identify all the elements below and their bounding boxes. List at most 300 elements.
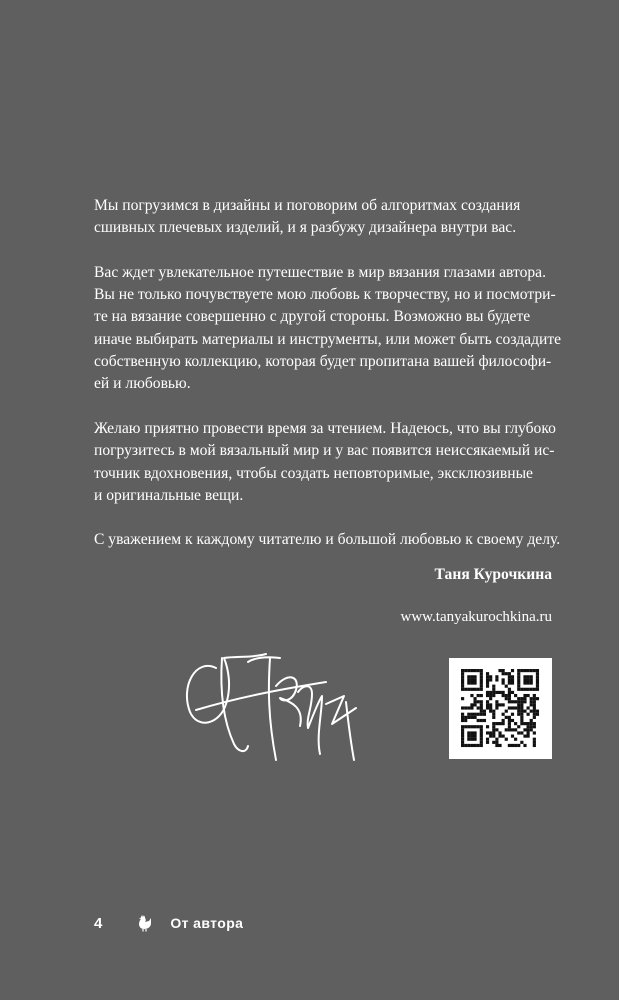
qr-module xyxy=(527,675,530,678)
qr-module xyxy=(486,672,489,675)
qr-module xyxy=(527,722,530,725)
qr-module xyxy=(467,675,470,678)
page-footer xyxy=(94,910,243,936)
qr-module xyxy=(470,713,473,716)
text-line: погрузитесь в мой вязальный мир и у вас появится неиссякаемый ис- xyxy=(94,442,555,460)
qr-module xyxy=(533,725,536,728)
qr-module xyxy=(480,685,483,688)
qr-module xyxy=(517,725,520,728)
text-line: С уважением к каждому читателю и большой любовью к своему делу. xyxy=(94,531,561,549)
qr-module xyxy=(486,681,489,684)
qr-module xyxy=(495,744,498,747)
qr-module xyxy=(492,728,495,731)
text-line: и оригинальные вещи. xyxy=(94,486,244,504)
qr-module xyxy=(530,669,533,672)
qr-module xyxy=(536,713,539,716)
qr-module xyxy=(495,691,498,694)
qr-module xyxy=(480,703,483,706)
qr-module xyxy=(492,731,495,734)
qr-module xyxy=(527,735,530,738)
qr-module xyxy=(527,728,530,731)
qr-module xyxy=(486,741,489,744)
qr-module xyxy=(470,735,473,738)
qr-module xyxy=(517,669,520,672)
qr-module xyxy=(486,706,489,709)
qr-module xyxy=(477,713,480,716)
qr-module xyxy=(508,681,511,684)
qr-module xyxy=(536,697,539,700)
qr-module xyxy=(495,728,498,731)
qr-module xyxy=(489,706,492,709)
qr-module xyxy=(470,678,473,681)
qr-module xyxy=(461,713,464,716)
qr-module xyxy=(502,703,505,706)
qr-module xyxy=(486,731,489,734)
qr-module xyxy=(477,694,480,697)
qr-module xyxy=(530,688,533,691)
qr-module xyxy=(480,700,483,703)
qr-module xyxy=(470,716,473,719)
qr-module xyxy=(508,672,511,675)
qr-module xyxy=(533,722,536,725)
qr-module xyxy=(492,688,495,691)
qr-module xyxy=(517,685,520,688)
paragraph-2 xyxy=(94,262,562,396)
qr-module xyxy=(520,706,523,709)
qr-module xyxy=(489,691,492,694)
qr-module xyxy=(517,713,520,716)
qr-module xyxy=(461,741,464,744)
qr-module xyxy=(517,710,520,713)
qr-module xyxy=(480,731,483,734)
qr-module xyxy=(473,697,476,700)
qr-module xyxy=(502,735,505,738)
qr-module xyxy=(520,688,523,691)
qr-module xyxy=(464,706,467,709)
qr-module xyxy=(473,725,476,728)
qr-module xyxy=(480,694,483,697)
qr-module xyxy=(505,738,508,741)
text-line: Мы погрузимся в дизайны и поговорим об алгоритмах создания xyxy=(94,197,521,214)
qr-module xyxy=(520,719,523,722)
qr-module xyxy=(530,700,533,703)
qr-module xyxy=(495,678,498,681)
qr-module xyxy=(533,688,536,691)
qr-module xyxy=(514,700,517,703)
qr-module xyxy=(505,716,508,719)
qr-module xyxy=(523,697,526,700)
qr-module xyxy=(473,678,476,681)
qr-module xyxy=(517,703,520,706)
author-note-text xyxy=(94,195,562,574)
qr-module xyxy=(502,722,505,725)
text-line: иначе выбирать материалы и инструменты, или может быть создадите xyxy=(94,330,562,348)
qr-module xyxy=(527,681,530,684)
paragraph-4 xyxy=(94,529,561,551)
qr-module xyxy=(508,706,511,709)
qr-module xyxy=(533,694,536,697)
qr-module xyxy=(511,713,514,716)
qr-module xyxy=(536,685,539,688)
qr-module xyxy=(461,675,464,678)
qr-module xyxy=(480,678,483,681)
qr-module xyxy=(480,735,483,738)
author-website-link[interactable]: www.tanyakurochkina.ru xyxy=(400,609,552,625)
qr-module xyxy=(511,706,514,709)
qr-module xyxy=(473,713,476,716)
qr-code[interactable] xyxy=(449,658,552,759)
qr-module xyxy=(486,700,489,703)
qr-module xyxy=(508,678,511,681)
qr-module xyxy=(536,675,539,678)
qr-module xyxy=(498,735,501,738)
qr-module xyxy=(514,744,517,747)
qr-module xyxy=(498,744,501,747)
qr-module xyxy=(517,700,520,703)
qr-module xyxy=(467,735,470,738)
qr-module xyxy=(461,685,464,688)
qr-module xyxy=(520,741,523,744)
qr-module xyxy=(502,681,505,684)
qr-module xyxy=(530,728,533,731)
qr-module xyxy=(520,700,523,703)
qr-module xyxy=(511,719,514,722)
author-name: Таня Курочкина xyxy=(434,566,552,583)
qr-module xyxy=(477,744,480,747)
qr-module xyxy=(477,725,480,728)
qr-module xyxy=(533,744,536,747)
page-number: 4 xyxy=(94,914,103,932)
qr-module xyxy=(467,716,470,719)
qr-module xyxy=(514,738,517,741)
qr-module xyxy=(508,744,511,747)
qr-module xyxy=(511,735,514,738)
qr-module xyxy=(530,725,533,728)
qr-module xyxy=(520,669,523,672)
qr-module xyxy=(480,688,483,691)
qr-module xyxy=(533,700,536,703)
qr-module xyxy=(467,678,470,681)
qr-module xyxy=(517,678,520,681)
qr-module xyxy=(470,706,473,709)
qr-module xyxy=(502,669,505,672)
qr-module xyxy=(464,716,467,719)
qr-module xyxy=(520,703,523,706)
qr-module xyxy=(461,706,464,709)
qr-module xyxy=(527,731,530,734)
qr-module xyxy=(533,703,536,706)
qr-module xyxy=(480,681,483,684)
qr-module xyxy=(461,731,464,734)
qr-module xyxy=(530,678,533,681)
qr-module xyxy=(489,678,492,681)
qr-module xyxy=(536,681,539,684)
qr-module xyxy=(533,706,536,709)
qr-module xyxy=(502,719,505,722)
qr-module xyxy=(489,697,492,700)
qr-module xyxy=(489,710,492,713)
qr-module xyxy=(467,738,470,741)
qr-module xyxy=(470,688,473,691)
qr-module xyxy=(536,678,539,681)
qr-module xyxy=(473,716,476,719)
qr-module xyxy=(511,678,514,681)
qr-module xyxy=(511,744,514,747)
qr-module xyxy=(473,738,476,741)
qr-module xyxy=(461,697,464,700)
qr-module xyxy=(502,694,505,697)
qr-module xyxy=(486,678,489,681)
qr-module xyxy=(514,706,517,709)
qr-module xyxy=(473,669,476,672)
text-line: сшивных плечевых изделий, и я разбужу дизайнера внутри вас. xyxy=(94,219,517,237)
qr-module xyxy=(477,700,480,703)
qr-module xyxy=(480,738,483,741)
qr-module xyxy=(508,675,511,678)
qr-module xyxy=(492,710,495,713)
qr-module xyxy=(473,675,476,678)
qr-module xyxy=(523,669,526,672)
qr-module xyxy=(467,725,470,728)
qr-module xyxy=(530,697,533,700)
qr-module xyxy=(473,688,476,691)
paragraph-1 xyxy=(94,195,554,240)
qr-module xyxy=(470,694,473,697)
qr-module xyxy=(461,735,464,738)
qr-module xyxy=(523,700,526,703)
qr-module xyxy=(508,691,511,694)
qr-module xyxy=(464,725,467,728)
qr-module xyxy=(533,716,536,719)
text-line: Вы не только почувствуете мою любовь к творчеству, но и посмотри- xyxy=(94,286,556,304)
qr-module xyxy=(495,706,498,709)
qr-module xyxy=(505,710,508,713)
qr-module xyxy=(508,688,511,691)
qr-module xyxy=(530,719,533,722)
qr-module xyxy=(533,738,536,741)
qr-module xyxy=(530,675,533,678)
qr-module xyxy=(520,731,523,734)
qr-module xyxy=(477,719,480,722)
qr-module xyxy=(523,728,526,731)
qr-module xyxy=(492,691,495,694)
qr-module xyxy=(514,728,517,731)
text-line: собственную коллекцию, которая будет пропитана вашей философи- xyxy=(94,353,552,371)
qr-module xyxy=(508,694,511,697)
qr-module xyxy=(480,713,483,716)
qr-module xyxy=(536,672,539,675)
qr-module xyxy=(523,710,526,713)
qr-module xyxy=(536,688,539,691)
qr-module xyxy=(508,700,511,703)
qr-module xyxy=(520,710,523,713)
qr-module xyxy=(467,731,470,734)
qr-module xyxy=(470,725,473,728)
qr-module xyxy=(536,710,539,713)
qr-module xyxy=(508,719,511,722)
qr-module xyxy=(470,703,473,706)
qr-module xyxy=(483,713,486,716)
qr-module xyxy=(533,713,536,716)
qr-module xyxy=(470,731,473,734)
qr-module xyxy=(511,691,514,694)
paragraph-3 xyxy=(94,418,554,507)
qr-module xyxy=(533,731,536,734)
qr-module xyxy=(533,741,536,744)
qr-module xyxy=(486,691,489,694)
qr-module xyxy=(502,678,505,681)
qr-module xyxy=(517,744,520,747)
qr-module xyxy=(467,681,470,684)
qr-module xyxy=(486,738,489,741)
qr-module xyxy=(523,675,526,678)
qr-module xyxy=(536,669,539,672)
qr-module xyxy=(527,694,530,697)
qr-module xyxy=(464,669,467,672)
author-signature xyxy=(176,628,376,776)
qr-module xyxy=(517,675,520,678)
section-title: От автора xyxy=(170,915,244,931)
qr-module xyxy=(498,731,501,734)
qr-module xyxy=(461,678,464,681)
qr-module xyxy=(527,678,530,681)
qr-module xyxy=(517,688,520,691)
qr-module xyxy=(523,744,526,747)
qr-module xyxy=(517,672,520,675)
qr-module xyxy=(477,669,480,672)
qr-module xyxy=(489,694,492,697)
qr-module xyxy=(520,722,523,725)
qr-module xyxy=(523,735,526,738)
qr-module xyxy=(492,685,495,688)
qr-module xyxy=(508,716,511,719)
qr-module xyxy=(505,697,508,700)
qr-module xyxy=(461,681,464,684)
qr-module xyxy=(533,697,536,700)
text-line: точник вдохновения, чтобы создать неповторимые, эксклюзивные xyxy=(94,464,533,482)
qr-module xyxy=(530,722,533,725)
qr-module xyxy=(470,669,473,672)
qr-module xyxy=(489,675,492,678)
qr-module xyxy=(480,744,483,747)
qr-module xyxy=(480,710,483,713)
qr-module xyxy=(489,735,492,738)
qr-module xyxy=(533,710,536,713)
text-line: ей и любовью. xyxy=(94,375,191,393)
qr-module xyxy=(473,700,476,703)
text-line: Вас ждет увлекательное путешествие в мир вязания глазами автора. xyxy=(94,263,546,281)
qr-module xyxy=(505,672,508,675)
qr-module xyxy=(480,741,483,744)
qr-module xyxy=(527,706,530,709)
qr-module xyxy=(498,691,501,694)
qr-module xyxy=(492,741,495,744)
qr-module xyxy=(511,681,514,684)
qr-module xyxy=(461,725,464,728)
qr-module xyxy=(467,706,470,709)
qr-module xyxy=(461,688,464,691)
qr-module xyxy=(464,688,467,691)
qr-module xyxy=(483,719,486,722)
qr-module xyxy=(511,728,514,731)
qr-module xyxy=(495,703,498,706)
qr-module xyxy=(492,722,495,725)
qr-module xyxy=(464,719,467,722)
qr-module xyxy=(508,728,511,731)
qr-module xyxy=(467,744,470,747)
text-line: Желаю приятно провести время за чтением. Надеюсь, что вы глубоко xyxy=(94,419,556,437)
qr-module xyxy=(461,744,464,747)
qr-module xyxy=(527,713,530,716)
qr-module xyxy=(523,688,526,691)
qr-module xyxy=(508,697,511,700)
qr-module xyxy=(492,725,495,728)
qr-module xyxy=(480,675,483,678)
qr-module xyxy=(461,719,464,722)
qr-module xyxy=(495,738,498,741)
qr-module xyxy=(489,703,492,706)
qr-module xyxy=(520,716,523,719)
hen-icon xyxy=(136,914,152,932)
qr-module xyxy=(461,728,464,731)
qr-module xyxy=(511,669,514,672)
qr-module xyxy=(495,741,498,744)
qr-module xyxy=(461,716,464,719)
qr-module xyxy=(511,700,514,703)
qr-module xyxy=(486,725,489,728)
qr-module xyxy=(461,672,464,675)
qr-module xyxy=(520,713,523,716)
qr-module xyxy=(486,675,489,678)
qr-module xyxy=(467,713,470,716)
qr-module xyxy=(489,731,492,734)
qr-module xyxy=(486,703,489,706)
qr-module xyxy=(480,728,483,731)
qr-module xyxy=(495,722,498,725)
qr-module xyxy=(486,685,489,688)
qr-module xyxy=(530,681,533,684)
qr-module xyxy=(523,681,526,684)
qr-module xyxy=(461,669,464,672)
text-line: те на вязание совершенно с другой стороны. Возможно вы будете xyxy=(94,308,531,326)
qr-module xyxy=(527,688,530,691)
qr-module xyxy=(477,706,480,709)
qr-module xyxy=(508,722,511,725)
qr-module xyxy=(480,672,483,675)
qr-module xyxy=(492,694,495,697)
qr-module xyxy=(473,681,476,684)
qr-module xyxy=(505,728,508,731)
qr-module xyxy=(480,719,483,722)
qr-module xyxy=(470,738,473,741)
qr-module xyxy=(480,725,483,728)
qr-module xyxy=(492,735,495,738)
qr-module xyxy=(477,688,480,691)
qr-module xyxy=(520,697,523,700)
qr-module xyxy=(508,725,511,728)
qr-module xyxy=(505,685,508,688)
qr-module xyxy=(514,694,517,697)
qr-module xyxy=(505,694,508,697)
qr-module xyxy=(495,675,498,678)
qr-module xyxy=(495,700,498,703)
qr-module xyxy=(527,725,530,728)
qr-module xyxy=(467,688,470,691)
qr-module xyxy=(461,738,464,741)
qr-module xyxy=(511,675,514,678)
qr-module xyxy=(492,713,495,716)
qr-module xyxy=(523,694,526,697)
